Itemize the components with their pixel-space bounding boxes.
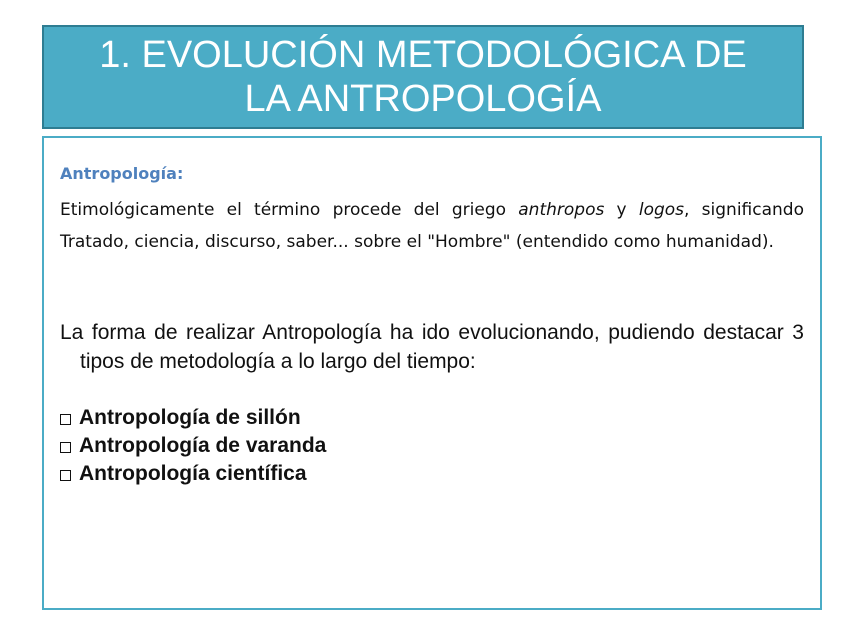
term-logos: logos [638, 200, 685, 220]
square-bullet-icon [60, 470, 71, 481]
title-line-2: LA ANTROPOLOGÍA [244, 78, 602, 120]
list-item-label: Antropología de sillón [79, 406, 301, 429]
para1-text-1: Etimológicamente el término procede del griego [60, 200, 519, 220]
title-line-1: 1. EVOLUCIÓN METODOLÓGICA DE [99, 34, 747, 76]
etymology-paragraph [60, 194, 804, 258]
content-box [42, 136, 822, 610]
list-item-label: Antropología de varanda [79, 434, 327, 457]
list-item [60, 460, 326, 488]
methodology-list [60, 404, 326, 488]
square-bullet-icon [60, 414, 71, 425]
para1-text-2: y [604, 200, 639, 220]
list-item [60, 432, 326, 460]
term-anthropos: anthropos [518, 200, 605, 220]
slide-title [42, 25, 804, 129]
para1-text-3: , significando Tratado, ciencia, discurso, saber... sobre el "Hombre" (entendido como humanidad). [60, 200, 804, 252]
list-item-label: Antropología científica [79, 462, 307, 485]
section-heading: Antropología: [60, 164, 184, 183]
methodology-paragraph: La forma de realizar Antropología ha ido evolucionando, pudiendo destacar 3 tipos de metodología a lo largo del tiempo: [60, 321, 804, 373]
list-item [60, 404, 326, 432]
square-bullet-icon [60, 442, 71, 453]
